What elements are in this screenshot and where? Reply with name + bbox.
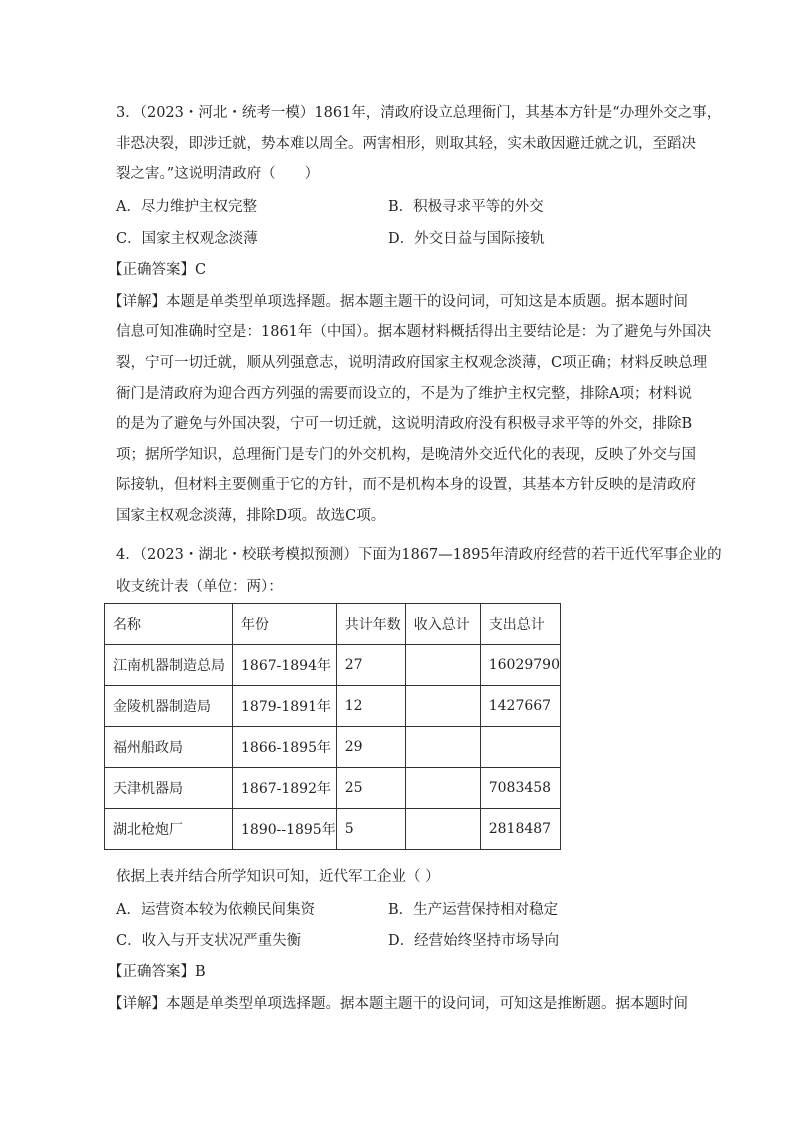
table-cell: 福州船政局 — [105, 727, 233, 768]
table-cell: 12 — [336, 686, 405, 727]
table-cell: 1867-1892年 — [233, 768, 337, 809]
table-cell: 2818487 — [480, 809, 560, 850]
table-row — [105, 686, 561, 727]
q3-answer: 【正确答案】C — [108, 262, 207, 278]
table-row — [105, 645, 561, 686]
table-cell: 16029790 — [480, 645, 560, 686]
q3-option-a: A．尽力维护主权完整 — [116, 199, 257, 215]
table-cell: 湖北枪炮厂 — [105, 809, 233, 850]
table-cell: 7083458 — [480, 768, 560, 809]
table-cell — [480, 727, 560, 768]
q4-stem-line-2: 收支统计表（单位：两）： — [116, 579, 283, 595]
q3-detail-line-7: 际接轨，但材料主要侧重于它的方针，而不是机构本身的设置，其基本方针反映的是清政府 — [116, 477, 696, 493]
q4-option-c: C．收入与开支状况严重失衡 — [116, 933, 302, 949]
table-header-cell: 名称 — [105, 604, 233, 645]
table-cell: 1867-1894年 — [233, 645, 337, 686]
q3-option-c: C．国家主权观念淡薄 — [116, 231, 258, 247]
q3-detail-line-8: 国家主权观念淡薄，排除D项。故选C项。 — [116, 508, 386, 524]
q3-stem-line-1: 3．（2023・河北・统考一模）1861年，清政府设立总理衙门，其基本方针是“办理外交之事， — [116, 105, 722, 121]
q3-detail-line-5: 的是为了避免与外国决裂，宁可一切迁就，这说明清政府没有积极寻求平等的外交，排除B — [116, 416, 693, 432]
table-row — [105, 809, 561, 850]
table-cell: 29 — [336, 727, 405, 768]
q3-detail-line-4: 衙门是清政府为迎合西方列强的需要而设立的，不是为了维护主权完整，排除A项；材料说 — [116, 386, 692, 402]
q4-question: 依据上表并结合所学知识可知，近代军工企业（ ） — [116, 869, 440, 885]
table-cell — [405, 727, 480, 768]
table-cell: 江南机器制造总局 — [105, 645, 233, 686]
q4-option-b: B．生产运营保持相对稳定 — [388, 902, 559, 918]
q3-detail-line-2: 信息可知准确时空是：1861年（中国）。据本题材料概括得出主要结论是：为了避免与外国决 — [116, 324, 712, 340]
table-header-cell: 共计年数 — [336, 604, 405, 645]
q4-option-a: A．运营资本较为依赖民间集资 — [116, 902, 315, 918]
table-cell — [405, 809, 480, 850]
q4-option-d: D．经营始终坚持市场导向 — [388, 933, 560, 949]
table-cell: 天津机器局 — [105, 768, 233, 809]
q3-detail-line-6: 项；据所学知识，总理衙门是专门的外交机构，是晚清外交近代化的表现，反映了外交与国 — [116, 447, 696, 463]
table-cell: 5 — [336, 809, 405, 850]
table-cell: 25 — [336, 768, 405, 809]
q3-detail-line-3: 裂，宁可一切迁就，顺从列强意志，说明清政府国家主权观念淡薄，C项正确；材料反映总理 — [116, 355, 708, 371]
table-header-cell: 支出总计 — [480, 604, 560, 645]
expenditure-table — [104, 603, 561, 850]
q3-option-b: B．积极寻求平等的外交 — [388, 199, 544, 215]
table-header-cell: 收入总计 — [405, 604, 480, 645]
table-cell — [405, 768, 480, 809]
table-cell — [405, 686, 480, 727]
table-row — [105, 727, 561, 768]
table-cell: 1866-1895年 — [233, 727, 337, 768]
table-header-cell: 年份 — [233, 604, 337, 645]
q3-stem-line-2: 非恐决裂，即涉迁就，势本难以周全。两害相形，则取其轻，实未敢因避迁就之讥，至蹈决 — [116, 136, 696, 152]
table-cell: 1890--1895年 — [233, 809, 337, 850]
q3-option-d: D．外交日益与国际接轨 — [388, 231, 545, 247]
table-header-row — [105, 604, 561, 645]
table-row — [105, 768, 561, 809]
table-cell: 金陵机器制造局 — [105, 686, 233, 727]
q4-detail-line-1: 【详解】本题是单类型单项选择题。据本题主题干的设问词，可知这是推断题。据本题时间 — [108, 996, 688, 1012]
q4-stem-line-1: 4．（2023・湖北・校联考模拟预测）下面为1867—1895年清政府经营的若干近代军事企业的 — [116, 547, 722, 563]
q3-detail-line-1: 【详解】本题是单类型单项选择题。据本题主题干的设问词，可知这是本质题。据本题时间 — [108, 294, 688, 310]
q4-answer: 【正确答案】B — [108, 964, 206, 980]
table-cell: 27 — [336, 645, 405, 686]
q3-stem-line-3: 裂之害。”这说明清政府（ ） — [116, 166, 320, 182]
table-cell: 1427667 — [480, 686, 560, 727]
table-cell: 1879-1891年 — [233, 686, 337, 727]
table-cell — [405, 645, 480, 686]
